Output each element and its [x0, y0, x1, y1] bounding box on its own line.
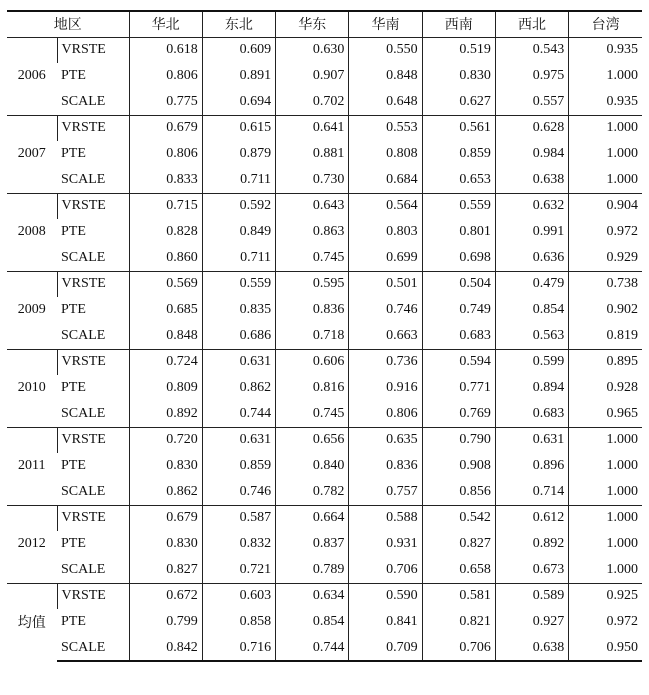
- table-row: [7, 271, 642, 297]
- value-cell: 0.479: [495, 271, 568, 297]
- value-cell: 0.746: [202, 479, 275, 505]
- value-cell: 0.694: [202, 89, 275, 115]
- value-cell: 0.833: [129, 167, 202, 193]
- value-cell: 0.859: [202, 453, 275, 479]
- value-cell: 0.663: [349, 323, 422, 349]
- metric-cell: PTE: [61, 458, 86, 473]
- table-row: [7, 323, 642, 349]
- year-cell: 2008: [7, 193, 57, 271]
- value-cell: 0.615: [202, 115, 275, 141]
- table-row: [7, 505, 642, 531]
- value-cell: 0.771: [422, 375, 495, 401]
- table-row: [7, 427, 642, 453]
- value-cell: 0.842: [129, 635, 202, 661]
- value-cell: 0.501: [349, 271, 422, 297]
- value-cell: 0.830: [129, 531, 202, 557]
- value-cell: 0.854: [495, 297, 568, 323]
- value-cell: 1.000: [569, 557, 642, 583]
- value-cell: 0.931: [349, 531, 422, 557]
- value-cell: 0.553: [349, 115, 422, 141]
- value-cell: 0.542: [422, 505, 495, 531]
- value-cell: 0.653: [422, 167, 495, 193]
- metric-cell: PTE: [61, 68, 86, 83]
- header-row: [7, 11, 642, 37]
- value-cell: 1.000: [569, 167, 642, 193]
- value-cell: 0.975: [495, 63, 568, 89]
- metric-cell: PTE: [61, 302, 86, 317]
- value-cell: 0.679: [129, 505, 202, 531]
- value-cell: 0.895: [569, 349, 642, 375]
- value-cell: 0.972: [569, 219, 642, 245]
- value-cell: 0.643: [276, 193, 349, 219]
- year-cell: 2009: [7, 271, 57, 349]
- table-row: [7, 141, 642, 167]
- value-cell: 0.684: [349, 167, 422, 193]
- value-cell: 0.557: [495, 89, 568, 115]
- metric-cell: VRSTE: [57, 193, 129, 219]
- table-row: [7, 453, 642, 479]
- value-cell: 0.709: [349, 635, 422, 661]
- table-row: [7, 115, 642, 141]
- header-region: 东北: [202, 11, 275, 37]
- value-cell: 1.000: [569, 505, 642, 531]
- metric-cell: PTE: [61, 536, 86, 551]
- value-cell: 0.718: [276, 323, 349, 349]
- value-cell: 0.702: [276, 89, 349, 115]
- value-cell: 0.799: [129, 609, 202, 635]
- value-cell: 1.000: [569, 453, 642, 479]
- value-cell: 0.808: [349, 141, 422, 167]
- header-region: 西北: [495, 11, 568, 37]
- value-cell: 0.609: [202, 37, 275, 63]
- year-cell: 2007: [7, 115, 57, 193]
- value-cell: 0.559: [422, 193, 495, 219]
- header-region: 西南: [422, 11, 495, 37]
- value-cell: 0.641: [276, 115, 349, 141]
- value-cell: 0.854: [276, 609, 349, 635]
- value-cell: 0.628: [495, 115, 568, 141]
- value-cell: 0.806: [349, 401, 422, 427]
- value-cell: 0.706: [349, 557, 422, 583]
- value-cell: 0.683: [422, 323, 495, 349]
- metric-cell: VRSTE: [57, 583, 129, 609]
- value-cell: 0.769: [422, 401, 495, 427]
- value-cell: 0.588: [349, 505, 422, 531]
- metric-cell: VRSTE: [57, 115, 129, 141]
- value-cell: 0.789: [276, 557, 349, 583]
- efficiency-table-container: [7, 10, 642, 662]
- value-cell: 0.859: [422, 141, 495, 167]
- value-cell: 0.594: [422, 349, 495, 375]
- value-cell: 0.879: [202, 141, 275, 167]
- metric-cell: SCALE: [61, 561, 106, 577]
- value-cell: 0.856: [422, 479, 495, 505]
- value-cell: 0.592: [202, 193, 275, 219]
- table-row: [7, 89, 642, 115]
- value-cell: 0.862: [129, 479, 202, 505]
- value-cell: 0.830: [129, 453, 202, 479]
- metric-cell: VRSTE: [57, 505, 129, 531]
- value-cell: 0.830: [422, 63, 495, 89]
- value-cell: 0.599: [495, 349, 568, 375]
- value-cell: 0.636: [495, 245, 568, 271]
- table-header: [7, 11, 642, 37]
- value-cell: 0.827: [129, 557, 202, 583]
- value-cell: 0.673: [495, 557, 568, 583]
- value-cell: 0.672: [129, 583, 202, 609]
- metric-cell: SCALE: [61, 171, 106, 187]
- value-cell: 0.775: [129, 89, 202, 115]
- value-cell: 0.720: [129, 427, 202, 453]
- value-cell: 0.904: [569, 193, 642, 219]
- value-cell: 0.744: [276, 635, 349, 661]
- value-cell: 0.965: [569, 401, 642, 427]
- value-cell: 0.504: [422, 271, 495, 297]
- value-cell: 1.000: [569, 141, 642, 167]
- table-row: [7, 349, 642, 375]
- value-cell: 0.832: [202, 531, 275, 557]
- metric-cell: SCALE: [61, 327, 106, 343]
- value-cell: 0.908: [422, 453, 495, 479]
- value-cell: 0.519: [422, 37, 495, 63]
- metric-cell: VRSTE: [57, 427, 129, 453]
- value-cell: 0.638: [495, 635, 568, 661]
- value-cell: 0.790: [422, 427, 495, 453]
- value-cell: 0.631: [495, 427, 568, 453]
- value-cell: 0.714: [495, 479, 568, 505]
- value-cell: 0.816: [276, 375, 349, 401]
- metric-cell: SCALE: [61, 249, 106, 265]
- value-cell: 0.550: [349, 37, 422, 63]
- year-cell: 2010: [7, 349, 57, 427]
- value-cell: 0.928: [569, 375, 642, 401]
- value-cell: 1.000: [569, 531, 642, 557]
- value-cell: 1.000: [569, 427, 642, 453]
- value-cell: 0.840: [276, 453, 349, 479]
- metric-cell: PTE: [61, 380, 86, 395]
- value-cell: 1.000: [569, 479, 642, 505]
- header-region: 华北: [129, 11, 202, 37]
- value-cell: 0.683: [495, 401, 568, 427]
- efficiency-table: [7, 10, 642, 662]
- value-cell: 0.925: [569, 583, 642, 609]
- header-region: 台湾: [569, 11, 642, 37]
- value-cell: 0.632: [495, 193, 568, 219]
- value-cell: 0.835: [202, 297, 275, 323]
- value-cell: 0.648: [349, 89, 422, 115]
- value-cell: 1.000: [569, 63, 642, 89]
- value-cell: 0.848: [349, 63, 422, 89]
- table-row: [7, 193, 642, 219]
- value-cell: 0.821: [422, 609, 495, 635]
- value-cell: 0.635: [349, 427, 422, 453]
- table-row: [7, 167, 642, 193]
- value-cell: 0.627: [422, 89, 495, 115]
- value-cell: 1.000: [569, 115, 642, 141]
- value-cell: 0.984: [495, 141, 568, 167]
- value-cell: 0.581: [422, 583, 495, 609]
- value-cell: 0.757: [349, 479, 422, 505]
- value-cell: 0.929: [569, 245, 642, 271]
- table-row: [7, 583, 642, 609]
- value-cell: 0.806: [129, 63, 202, 89]
- year-cell: 2012: [7, 505, 57, 583]
- value-cell: 0.782: [276, 479, 349, 505]
- value-cell: 0.892: [495, 531, 568, 557]
- header-region: 华东: [276, 11, 349, 37]
- metric-cell: PTE: [61, 146, 86, 161]
- metric-cell: PTE: [61, 614, 86, 629]
- value-cell: 0.724: [129, 349, 202, 375]
- value-cell: 0.686: [202, 323, 275, 349]
- table-row: [7, 63, 642, 89]
- value-cell: 0.634: [276, 583, 349, 609]
- header-region-label: 地区: [7, 11, 129, 37]
- year-cell: 2006: [7, 37, 57, 115]
- value-cell: 0.848: [129, 323, 202, 349]
- value-cell: 0.806: [129, 141, 202, 167]
- value-cell: 0.630: [276, 37, 349, 63]
- table-row: [7, 245, 642, 271]
- value-cell: 0.715: [129, 193, 202, 219]
- value-cell: 0.698: [422, 245, 495, 271]
- value-cell: 0.862: [202, 375, 275, 401]
- value-cell: 0.561: [422, 115, 495, 141]
- metric-cell: PTE: [61, 224, 86, 239]
- table-row: [7, 479, 642, 505]
- value-cell: 0.849: [202, 219, 275, 245]
- value-cell: 0.892: [129, 401, 202, 427]
- value-cell: 0.612: [495, 505, 568, 531]
- value-cell: 0.927: [495, 609, 568, 635]
- value-cell: 0.730: [276, 167, 349, 193]
- table-row: [7, 37, 642, 63]
- value-cell: 0.656: [276, 427, 349, 453]
- value-cell: 0.745: [276, 401, 349, 427]
- value-cell: 0.896: [495, 453, 568, 479]
- value-cell: 0.907: [276, 63, 349, 89]
- value-cell: 0.606: [276, 349, 349, 375]
- value-cell: 0.972: [569, 609, 642, 635]
- value-cell: 0.679: [129, 115, 202, 141]
- value-cell: 0.711: [202, 245, 275, 271]
- value-cell: 0.603: [202, 583, 275, 609]
- value-cell: 0.664: [276, 505, 349, 531]
- value-cell: 0.685: [129, 297, 202, 323]
- table-body: [7, 37, 642, 661]
- table-row: [7, 297, 642, 323]
- value-cell: 0.559: [202, 271, 275, 297]
- value-cell: 0.749: [422, 297, 495, 323]
- value-cell: 0.809: [129, 375, 202, 401]
- value-cell: 0.894: [495, 375, 568, 401]
- value-cell: 0.569: [129, 271, 202, 297]
- value-cell: 0.590: [349, 583, 422, 609]
- year-cell: 均值: [7, 583, 57, 661]
- value-cell: 0.631: [202, 349, 275, 375]
- value-cell: 0.744: [202, 401, 275, 427]
- metric-cell: VRSTE: [57, 37, 129, 63]
- value-cell: 0.950: [569, 635, 642, 661]
- value-cell: 0.860: [129, 245, 202, 271]
- value-cell: 0.858: [202, 609, 275, 635]
- value-cell: 0.658: [422, 557, 495, 583]
- value-cell: 0.863: [276, 219, 349, 245]
- value-cell: 0.902: [569, 297, 642, 323]
- metric-cell: SCALE: [61, 405, 106, 421]
- table-row: [7, 375, 642, 401]
- value-cell: 0.828: [129, 219, 202, 245]
- value-cell: 0.543: [495, 37, 568, 63]
- value-cell: 0.589: [495, 583, 568, 609]
- value-cell: 0.711: [202, 167, 275, 193]
- value-cell: 0.699: [349, 245, 422, 271]
- value-cell: 0.935: [569, 89, 642, 115]
- metric-cell: SCALE: [57, 635, 129, 661]
- value-cell: 0.803: [349, 219, 422, 245]
- metric-cell: VRSTE: [57, 349, 129, 375]
- value-cell: 0.587: [202, 505, 275, 531]
- value-cell: 0.836: [349, 453, 422, 479]
- table-row: [7, 401, 642, 427]
- table-row: [7, 531, 642, 557]
- value-cell: 0.721: [202, 557, 275, 583]
- value-cell: 0.745: [276, 245, 349, 271]
- value-cell: 0.638: [495, 167, 568, 193]
- value-cell: 0.891: [202, 63, 275, 89]
- value-cell: 0.716: [202, 635, 275, 661]
- value-cell: 0.827: [422, 531, 495, 557]
- value-cell: 0.738: [569, 271, 642, 297]
- year-cell: 2011: [7, 427, 57, 505]
- header-region: 华南: [349, 11, 422, 37]
- value-cell: 0.881: [276, 141, 349, 167]
- value-cell: 0.841: [349, 609, 422, 635]
- value-cell: 0.563: [495, 323, 568, 349]
- value-cell: 0.837: [276, 531, 349, 557]
- metric-cell: SCALE: [61, 93, 106, 109]
- value-cell: 0.801: [422, 219, 495, 245]
- value-cell: 0.631: [202, 427, 275, 453]
- value-cell: 0.595: [276, 271, 349, 297]
- value-cell: 0.836: [276, 297, 349, 323]
- value-cell: 0.916: [349, 375, 422, 401]
- value-cell: 0.706: [422, 635, 495, 661]
- value-cell: 0.736: [349, 349, 422, 375]
- value-cell: 0.819: [569, 323, 642, 349]
- value-cell: 0.935: [569, 37, 642, 63]
- value-cell: 0.564: [349, 193, 422, 219]
- table-row: [7, 609, 642, 635]
- value-cell: 0.618: [129, 37, 202, 63]
- table-row: [7, 557, 642, 583]
- metric-cell: VRSTE: [57, 271, 129, 297]
- table-row: [7, 635, 642, 661]
- value-cell: 0.991: [495, 219, 568, 245]
- table-row: [7, 219, 642, 245]
- metric-cell: SCALE: [61, 483, 106, 499]
- value-cell: 0.746: [349, 297, 422, 323]
